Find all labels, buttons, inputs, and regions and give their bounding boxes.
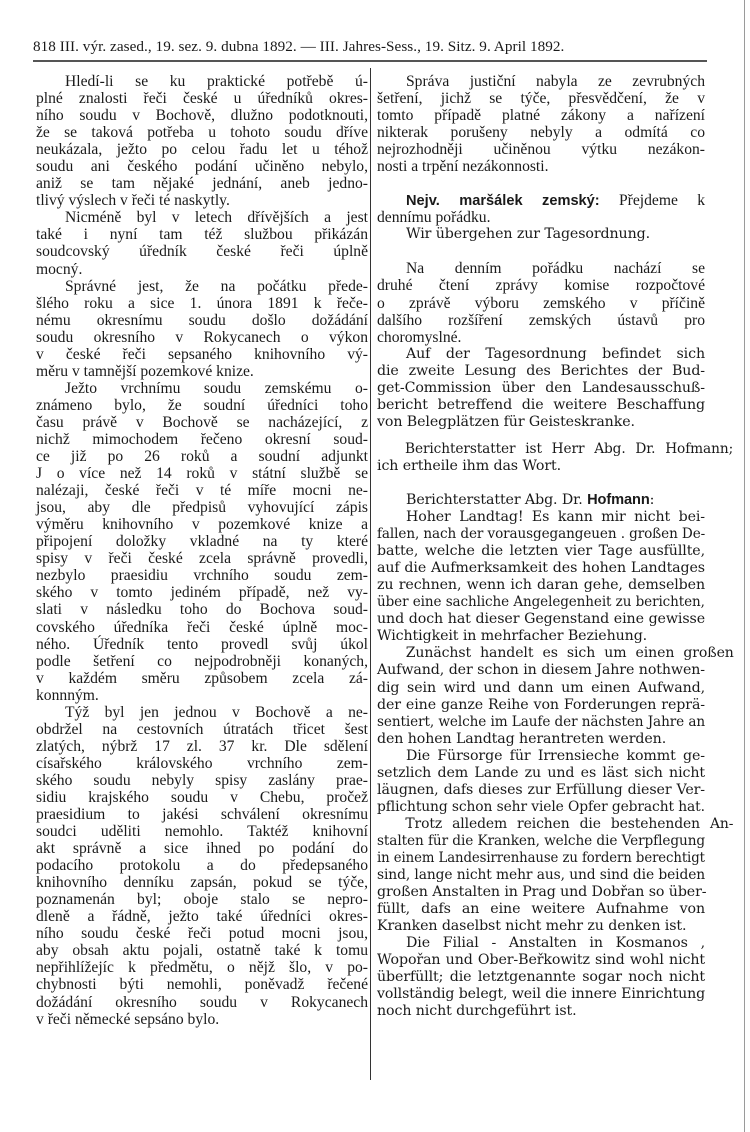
text-line: Wopořan und Ober-Beřkowitz sind wohl nicht [377,952,705,969]
text-line: den hohen Landtag herantreten werden. [377,730,667,747]
text-line: známeno bylo, že soudní úředníci toho [36,396,368,414]
text-line: chybnosti býti nemohli, poněvadž řečené [36,976,368,994]
right-column [377,73,734,1020]
text-line: überfüllt; die letztgenannte sogar noch nicht [377,969,705,986]
text-line: aniž se tam nějaké jednání, aneb jedno- [36,175,368,193]
text-line: setzlich dem Lande zu und es läst sich nicht [377,764,705,781]
text-line: füllt, dafs an eine weitere Aufnahme von [377,901,705,918]
text-line: Aufwand, der schon in diesem Jahre nothwen- [377,662,705,679]
text-line: J o více než 14 roků v státní službě se [36,465,368,483]
text-line: Správné jest, že na počátku přede- [65,277,368,295]
text-line: get-Commission über den Landesausschuß- [377,379,705,396]
text-line: konnným. [36,686,99,704]
text-line: über eine sachliche Angelegenheit zu berichten, [377,594,705,611]
reporter-heading [377,492,705,509]
text-line: Auf der Tagesordnung befindet sich [406,345,705,362]
text-line: Hledí-li se ku praktické potřebě ú- [65,73,368,90]
text-line: nichž mimochodem řečeno okresní soud- [36,430,368,448]
spacer [377,431,705,441]
text-line: soudu ani českého podání učiněno nebylo, [36,158,368,176]
text-line: císařského královského vrchního zem- [36,754,368,772]
text-line: stalten für die Kranken, welche die Verpflegung [377,832,706,849]
text-line: und doch hat dieser Gegenstand eine gewisse [377,611,705,628]
text-line: připojení doložky vkladné na ty které [36,533,368,551]
text-line: že se taková potřeba u tohoto soudu dříve [36,124,368,142]
text-line: großen Anstalten in Prag und Dobřan so über- [377,884,707,901]
text-line: Die Fürsorge für Irrensieche kommt ge- [406,747,705,764]
text-line: v každém směru způsobem zcela zá- [36,669,368,687]
text-line: v řeči německé sepsáno bylo. [36,1010,220,1028]
text-line: akt správně a sice ihned po podání do [36,840,368,858]
text-line: aby obsah aktu pojali, ostatně také k tomu [36,942,368,960]
text-line: výměru knihovního v pozemkové knize a [36,516,368,534]
text-line: sidiu krajského soudu v Chebu, pročež [36,788,368,806]
text-line: ich ertheile ihm das Wort. [377,457,562,474]
text-line: nikterak porušeny nebyly a odmítá co [377,124,705,142]
text-line: šlého roku a sice 1. února 1891 k řeče- [36,294,368,312]
text-line: ce již po 26 roků a soudní adjunkt [36,448,368,466]
text-line: poznamenán byl; oboje stalo se nepro- [36,891,368,909]
marshal-text: Přejdeme k [618,192,705,210]
text-line: dožádání okresního soudu v Rokycanech [36,993,368,1011]
spacer [377,175,705,192]
text-line: Wichtigkeit in mehrfacher Beziehung. [377,628,648,645]
text-line: Správa justiční nabyla ze zevrubných [406,73,705,90]
text-line: Nicméně byl v letech dřívějších a jest [65,209,368,227]
text-line: času právě v Bochově se nacházející, z [36,413,368,431]
text-line: plné znalosti řeči české u úředníků okres- [36,90,368,108]
marshal-german: Wir übergehen zur Tagesordnung. [406,226,651,243]
reporter-intro [377,440,734,475]
text-line: ného. Úředník tento provedl svůj úkol [36,635,368,653]
text-line: sentiert, welche im Laufe der nächsten Jahre an [377,713,706,730]
text-line: batte, welche die letzten vier Tage ausfüllte, [377,543,705,560]
text-line: spisy v řeči české zcela správně provedli, [36,550,368,568]
spacer [377,475,705,492]
text-line: tomto případě platné zákony a nařízení [377,107,705,125]
text-line: zu rechnen, wenn ich daran gehe, demselben [377,577,705,594]
text-line: auf die Aufmerksamkeit des hohen Landtages [377,560,705,577]
text-line: Trotz alledem reichen die bestehenden An- [405,815,734,832]
text-line: nejrozhodněji učiněnou výtku nezákon- [377,141,705,159]
text-line: sind, lange nicht mehr aus, und sind die beiden [377,867,706,884]
text-line: nosti a trpění nezákonnosti. [377,158,549,176]
reporter-prefix: Berichterstatter Abg. Dr. [406,491,583,508]
text-line: die zweite Lesung des Berichtes der Bud- [377,362,705,379]
text-line: soudci uděliti nemohlo. Taktéž knihovní [36,823,368,841]
text-line: obdržel na cestovních útratách třicet šest [36,720,368,738]
text-line: praesidium to jakési schválení okresnímu [36,806,368,824]
text-line: nému okresnímu soudu došlo dožádání [36,311,368,329]
justice-statement [377,73,705,175]
text-line: ního soudu české řeči potud mocni jsou, [36,925,368,943]
agenda-paragraph [377,260,705,430]
text-line: jsou, aby dle předpisů vyhovující zápis [36,499,368,517]
text-line: knihovního denníku zapsán, pokud se týče, [36,874,368,892]
marshal-line-2: dennímu pořádku. [377,209,491,227]
text-line: fallen, nach der vorausgegangeuen . großen De- [377,526,706,543]
text-line: v české řeči sepsaného knihovního vý- [36,345,368,363]
text-line: o zprávě výboru zemského v příčině [377,294,705,312]
text-line: von Belegplätzen für Geisteskranke. [377,413,635,430]
text-line: Kranken daselbst nicht mehr zu denken ist. [377,918,687,935]
text-line: dig sein wird und dann um einen Aufwand, [377,679,705,696]
text-line: nepřihlížejíc k předmětu, o nějž šlo, v po- [36,959,368,977]
text-line: Die Filial - Anstalten in Kosmanos , [406,935,705,952]
text-line: měru v tamnější pozemkové knize. [36,362,254,380]
speaker-name: Nejv. maršálek zemský: [406,193,600,210]
spacer [377,243,705,260]
text-line: soudu okresního v Rokycanech o výkon [36,328,368,346]
column-divider [370,68,371,1080]
text-line: nalézaji, české řeči v té míře mocni ne- [36,482,368,500]
text-line: také i nyní tam též službou přikázán [36,226,368,244]
text-line: der eine ganze Reihe von Forderungen reprä- [377,696,705,713]
text-line: soudcovský úředník české řeči úplně [36,243,368,261]
text-line: covského úředníka řeči české úplně moc- [36,618,368,636]
left-column [36,73,368,1028]
text-line: ského soudu nebyly spisy zaslány prae- [36,771,368,789]
text-line: Ježto vrchnímu soudu zemskému o- [65,379,368,397]
running-header: 818 III. výr. zased., 19. sez. 9. dubna 1892. — III. Jahres-Sess., 19. Sitz. 9. April 1892. [33,38,565,55]
text-line: ního soudu v Bochově, dlužno podotknouti, [36,107,368,125]
text-line: Hoher Landtag! Es kann mir nicht bei- [406,509,705,526]
reporter-speech [377,509,734,1020]
page-edge [744,0,745,1132]
text-line: pflichtung schon sehr viele Opfer gebracht hat. [377,798,705,815]
text-line: vollständig belegt, weil die innere Einrichtung [377,986,706,1003]
text-line: podacího protokolu a do předepsaného [36,857,368,875]
text-line: nezbylo praesidiu vrchního soudu zem- [36,567,368,585]
text-line: neukázala, ježto po celou řadu let u téhož [36,141,368,159]
reporter-name: Hofmann [587,491,650,508]
text-line: ského v tomto jediném případě, než vy- [36,584,368,602]
text-line: bericht betreffend die weitere Beschaffung [377,396,705,413]
text-line: podle šetření co nejpodrobněji konaných, [36,652,368,670]
text-line: dalšího rozšíření zemských ústavů pro [377,311,705,329]
text-line: läugnen, dafs dieses zur Erfüllung dieser Ver- [377,781,705,798]
text-line: Týž byl jen jednou v Bochově a ne- [65,703,368,721]
text-line: dleně a řádně, ježto také úředníci okres- [36,908,368,926]
text-line: mocný. [36,260,83,278]
text-line: noch nicht durchgeführt ist. [377,1003,577,1020]
reporter-suffix: : [649,491,655,508]
text-line: druhé čtení zprávy komise rozpočtové [377,277,705,295]
text-line: zlatých, nýbrž 17 zl. 37 kr. Dle sdělení [36,737,368,755]
text-line: tlivý výslech v řeči té naskytly. [36,192,230,210]
header-rule [33,60,707,62]
text-line: Na denním pořádku nachází se [406,260,705,278]
text-line: Berichterstatter ist Herr Abg. Dr. Hofmann; [404,440,734,457]
text-line: in einem Landesirrenhause zu fordern berechtigt [377,849,705,866]
text-line: choromyslné. [377,328,462,346]
marshal-line [377,192,705,209]
text-line: Zunächst handelt es sich um einen großen [405,645,734,662]
text-line: šetření, jichž se týče, přesvědčení, že v [377,90,705,108]
text-line: slati v následku toho do Bochova soud- [36,601,368,619]
